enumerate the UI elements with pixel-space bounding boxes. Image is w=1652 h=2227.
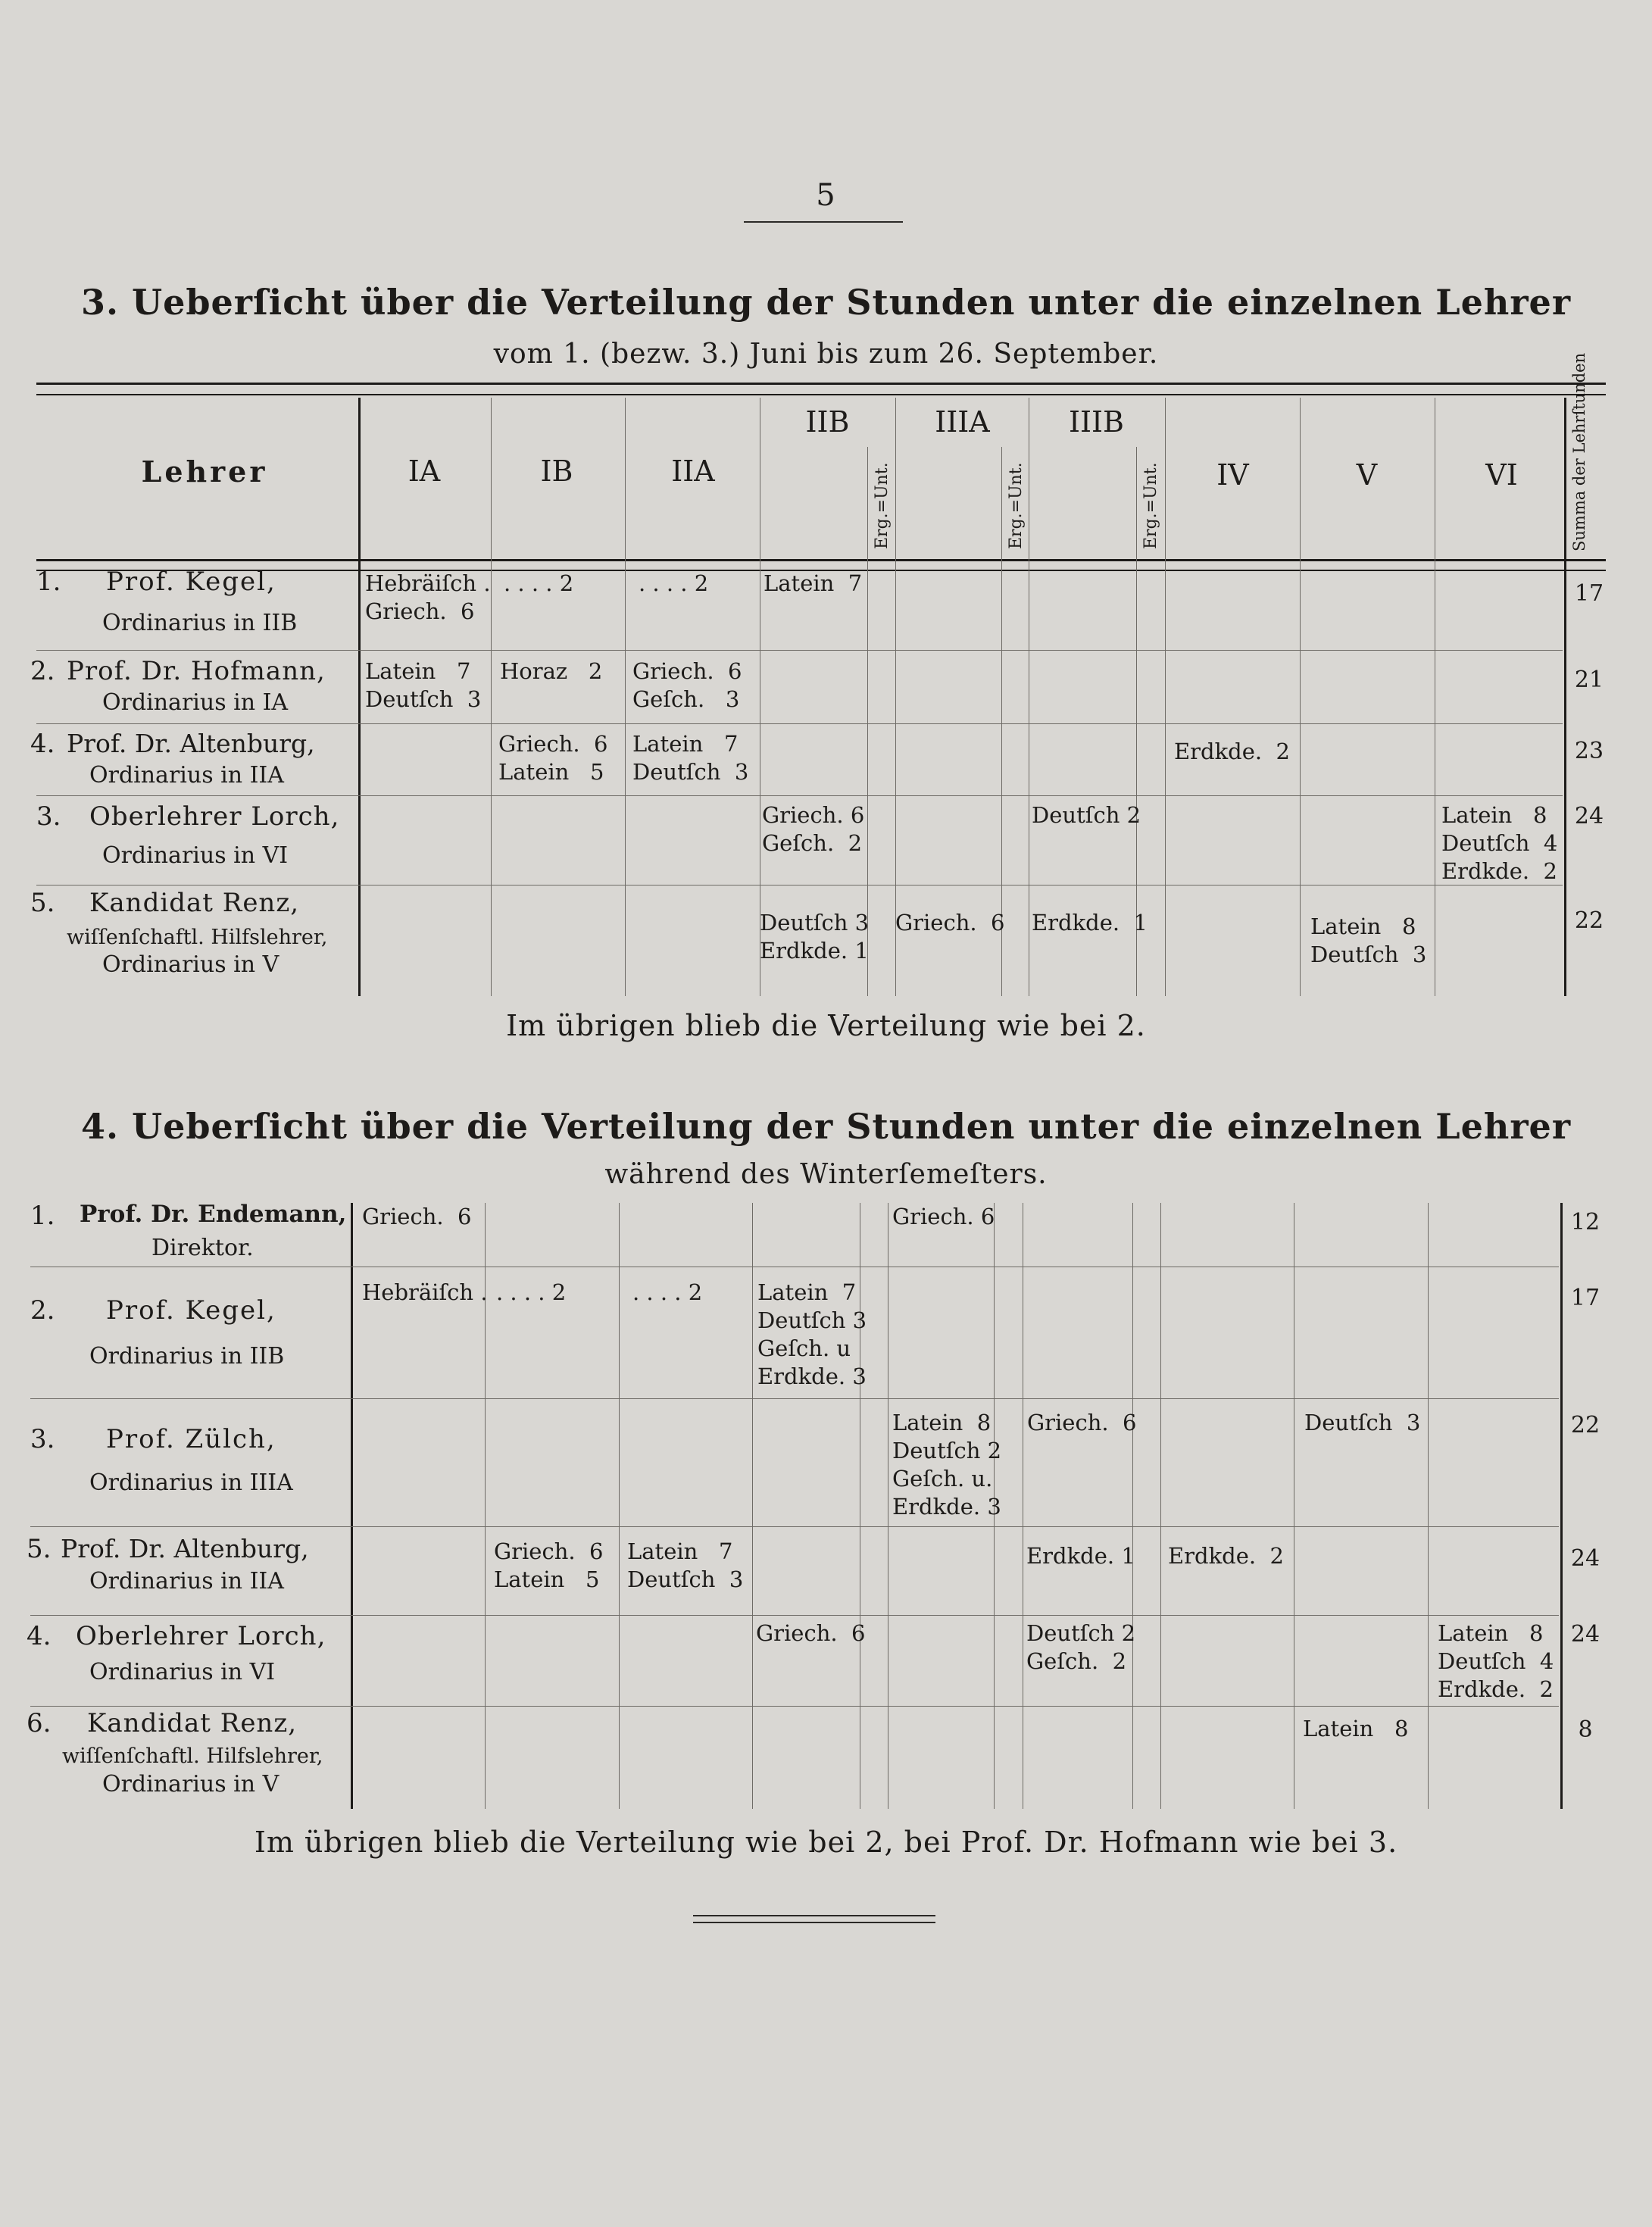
header-ib: IB: [540, 454, 573, 488]
teacher-name: Prof. Zülch,: [106, 1424, 276, 1454]
teacher-name: Prof. Dr. Altenburg,: [61, 1534, 309, 1563]
row-sep: [36, 795, 1563, 796]
teacher-number: 1.: [30, 1201, 55, 1231]
cell-iiia: Griech. 6: [892, 1204, 995, 1229]
col-line-lehrer: [358, 398, 361, 996]
cell-iia: . . . . 2: [639, 570, 709, 596]
header-iia: IIA: [671, 454, 715, 488]
col-line-iiib-erg: [1132, 1203, 1133, 1809]
table3-top-rule-2: [36, 394, 1606, 395]
row-sep: [30, 1615, 1559, 1616]
teacher-number: 5.: [30, 888, 55, 918]
cell-sum: 17: [1574, 580, 1604, 607]
section3-title: 3. Ueberſicht über die Verteilung der Stunden unter die einzelnen Lehrer: [80, 282, 1572, 323]
header-lehrer: Lehrer: [141, 454, 268, 489]
col-line-iv: [1300, 398, 1301, 996]
cell-iv: Erdkde. 2: [1168, 1543, 1285, 1569]
cell-v: Latein 8 Deutſch 3: [1310, 914, 1427, 967]
teacher-number: 2.: [30, 1295, 55, 1326]
cell-sum: 21: [1574, 667, 1604, 693]
teacher-role: Ordinarius in VI: [89, 1659, 276, 1685]
teacher-number: 4.: [30, 729, 55, 759]
teacher-role: Ordinarius in IIB: [89, 1343, 285, 1370]
cell-ib: . . . . 2: [496, 1279, 567, 1305]
section4-subtitle: während des Winterſemeſters.: [604, 1159, 1048, 1190]
teacher-role: Ordinarius in IA: [102, 689, 289, 716]
section4-note: Im übrigen blieb die Verteilung wie bei 2, bei Prof. Dr. Hofmann wie bei 3.: [254, 1826, 1398, 1859]
teacher-role: Direktor.: [151, 1235, 254, 1261]
cell-ib: . . . . 2: [504, 570, 574, 596]
col-line-ib: [619, 1203, 620, 1809]
header-vi: VI: [1485, 458, 1518, 492]
cell-vi: Latein 8 Deutſch 4 Erdkde. 2: [1438, 1620, 1554, 1702]
closing-rule-bottom: [693, 1922, 935, 1923]
teacher-number: 3.: [36, 801, 61, 832]
cell-sum: 8: [1578, 1716, 1593, 1743]
cell-sum: 24: [1574, 803, 1604, 829]
cell-sum: 24: [1570, 1545, 1600, 1572]
teacher-name: Kandidat Renz,: [89, 888, 300, 918]
cell-iiia: Latein 8 Deutſch 2 Geſch. u. Erdkde. 3: [892, 1410, 1002, 1520]
cell-sum: 22: [1570, 1412, 1600, 1438]
cell-iib: Griech. 6 Geſch. 2: [762, 802, 865, 856]
cell-v: Latein 8: [1303, 1716, 1409, 1741]
teacher-number: 6.: [27, 1708, 52, 1738]
cell-iib: Latein 7 Deutſch 3 Geſch. u Erdkde. 3: [757, 1279, 867, 1389]
teacher-role: Ordinarius in VI: [102, 842, 289, 869]
cell-ia: Latein 7 Deutſch 3: [365, 658, 482, 712]
teacher-number: 1.: [36, 567, 61, 597]
table3-header-rule: [36, 559, 1606, 561]
cell-iib: Deutſch 3 Erdkde. 1: [760, 910, 870, 964]
header-v: V: [1356, 458, 1378, 492]
header-summe: Summa der Lehrſtunden: [1570, 352, 1588, 551]
cell-sum: 22: [1574, 907, 1604, 934]
cell-iiib: Erdkde. 1: [1026, 1543, 1135, 1569]
row-sep: [36, 650, 1563, 651]
row-sep: [36, 723, 1563, 724]
header-iib-erg: Erg.=Unt.: [873, 462, 892, 549]
teacher-number: 4.: [27, 1621, 52, 1651]
page-number: 5: [816, 178, 835, 213]
col-line-vi: [1560, 1203, 1563, 1809]
teacher-name: Prof. Dr. Endemann,: [80, 1201, 347, 1228]
cell-iiib: Erdkde. 1: [1032, 910, 1148, 935]
cell-iiib: Deutſch 2: [1032, 802, 1141, 828]
table3-top-rule: [36, 383, 1606, 385]
cell-ia: Griech. 6: [362, 1204, 472, 1229]
cell-iia: Latein 7 Deutſch 3: [627, 1538, 744, 1592]
cell-sum: 23: [1574, 738, 1604, 764]
teacher-role: Ordinarius in IIB: [102, 610, 298, 636]
header-iv: IV: [1216, 458, 1249, 492]
teacher-role: Ordinarius in IIA: [89, 1568, 284, 1595]
header-iiia: IIIA: [935, 405, 990, 439]
col-line-vi: [1564, 398, 1566, 996]
cell-ib: Horaz 2: [500, 658, 603, 684]
teacher-name: Kandidat Renz,: [87, 1708, 298, 1738]
cell-iia: Griech. 6 Geſch. 3: [632, 658, 742, 712]
col-line-ia: [491, 398, 492, 996]
cell-sum: 24: [1570, 1621, 1600, 1648]
header-ia: IA: [408, 454, 441, 488]
row-sep: [30, 1706, 1559, 1707]
header-iiib-erg: Erg.=Unt.: [1141, 462, 1160, 549]
col-line-lehrer: [351, 1203, 353, 1809]
cell-iia: Latein 7 Deutſch 3: [632, 731, 749, 785]
cell-ib: Griech. 6 Latein 5: [494, 1538, 604, 1592]
col-line-iiib: [1165, 398, 1166, 996]
teacher-role: wiſſenſchaftl. Hilfslehrer,: [62, 1744, 323, 1768]
closing-rule-top: [693, 1915, 935, 1916]
header-iib: IIB: [805, 405, 850, 439]
cell-ib: Griech. 6 Latein 5: [498, 731, 608, 785]
teacher-name: Prof. Kegel,: [106, 567, 276, 597]
teacher-role-2: Ordinarius in V: [102, 1771, 279, 1798]
teacher-name: Oberlehrer Lorch,: [76, 1621, 326, 1651]
cell-iv: Erdkde. 2: [1174, 739, 1291, 764]
cell-sum: 12: [1570, 1209, 1600, 1235]
cell-iia: . . . . 2: [632, 1279, 703, 1305]
col-line-ib: [625, 398, 626, 996]
cell-ia: Hebräiſch .: [362, 1279, 488, 1305]
page-number-rule: [744, 221, 903, 223]
col-line-iiib: [1160, 1203, 1161, 1809]
teacher-role-2: Ordinarius in V: [102, 951, 279, 978]
cell-sum: 17: [1570, 1285, 1600, 1311]
cell-iib: Griech. 6: [756, 1620, 866, 1646]
cell-iiib: Deutſch 2 Geſch. 2: [1026, 1620, 1136, 1674]
row-sep: [30, 1398, 1559, 1399]
cell-iiib: Griech. 6: [1027, 1410, 1137, 1435]
teacher-name: Prof. Dr. Altenburg,: [67, 729, 315, 758]
cell-ia: Hebräiſch . Griech. 6: [365, 570, 491, 624]
cell-iiia: Griech. 6: [895, 910, 1005, 935]
teacher-name: Oberlehrer Lorch,: [89, 801, 340, 832]
section3-note: Im übrigen blieb die Verteilung wie bei 2.: [506, 1009, 1146, 1042]
col-line-v: [1428, 1203, 1429, 1809]
teacher-number: 3.: [30, 1424, 55, 1454]
header-iiia-erg: Erg.=Unt.: [1007, 462, 1026, 549]
cell-v: Deutſch 3: [1304, 1410, 1421, 1435]
teacher-name: Prof. Kegel,: [106, 1295, 276, 1326]
header-iiib: IIIB: [1069, 405, 1124, 439]
row-sep: [30, 1526, 1559, 1527]
cell-iib: Latein 7: [764, 570, 863, 596]
teacher-number: 2.: [30, 656, 55, 686]
teacher-role: wiſſenſchaftl. Hilfslehrer,: [67, 926, 328, 949]
teacher-role: Ordinarius in IIIA: [89, 1470, 293, 1496]
col-line-iia: [752, 1203, 753, 1809]
section3-subtitle: vom 1. (bezw. 3.) Juni bis zum 26. September.: [493, 339, 1159, 370]
teacher-role: Ordinarius in IIA: [89, 762, 284, 789]
teacher-number: 5.: [27, 1534, 52, 1564]
cell-vi: Latein 8 Deutſch 4 Erdkde. 2: [1441, 802, 1558, 884]
teacher-name: Prof. Dr. Hofmann,: [67, 656, 326, 686]
section4-title: 4. Ueberſicht über die Verteilung der Stunden unter die einzelnen Lehrer: [80, 1106, 1572, 1147]
col-line-iib: [895, 398, 896, 996]
